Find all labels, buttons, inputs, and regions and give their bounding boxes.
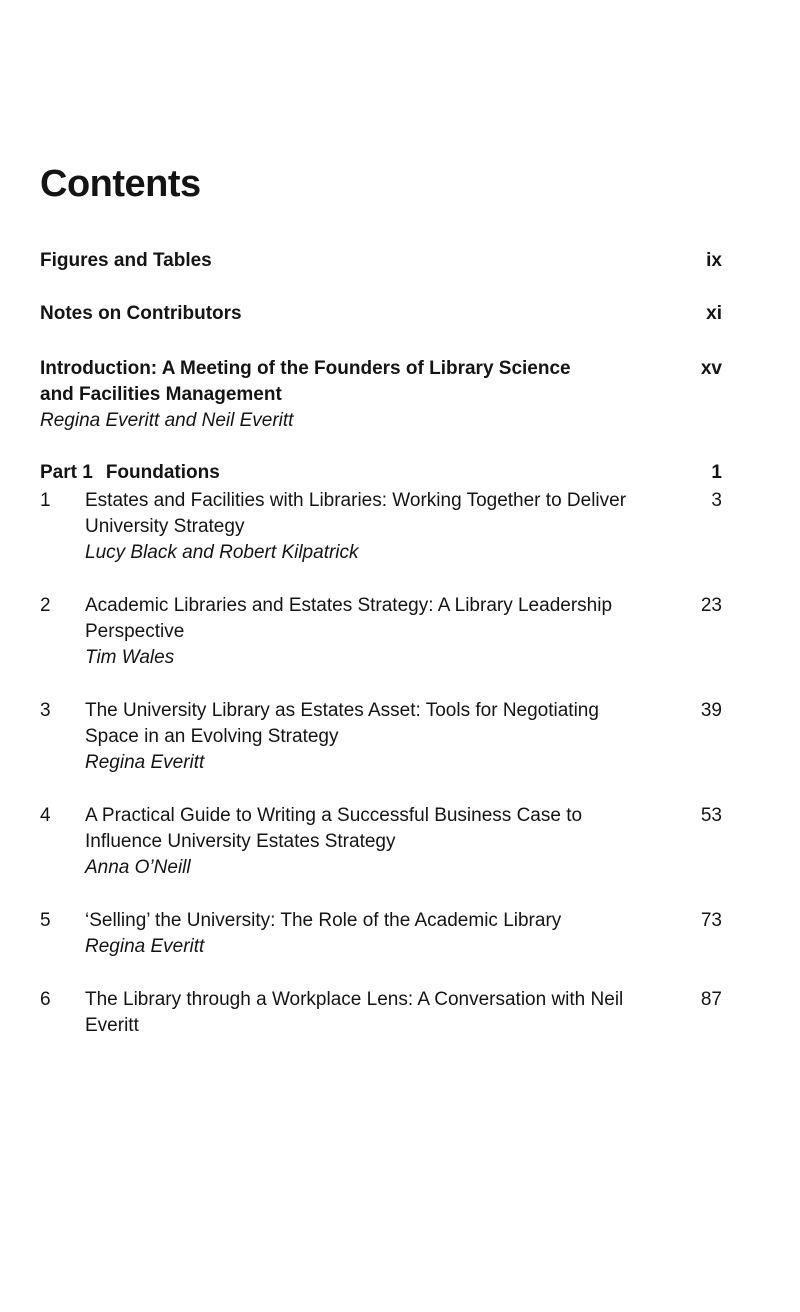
- toc-entry-chapter-5: [40, 908, 722, 960]
- entry-title: Notes on Contributors: [40, 303, 242, 324]
- entry-authors: Anna O’Neill: [85, 857, 191, 878]
- entry-title: The Library through a Workplace Lens: A Conversation with Neil Everitt: [85, 989, 624, 1036]
- entry-title: ‘Selling’ the University: The Role of the Academic Library: [85, 910, 562, 931]
- toc-entry-chapter-2: [40, 593, 722, 671]
- chapter-number: 6: [40, 989, 51, 1010]
- toc-entry-notes-on-contributors: [40, 303, 722, 325]
- page-number: 39: [700, 700, 722, 721]
- page-number: ix: [706, 250, 722, 271]
- entry-text-block: [40, 356, 600, 434]
- entry-authors: Regina Everitt and Neil Everitt: [40, 410, 294, 431]
- entry-authors: Regina Everitt: [85, 936, 205, 957]
- entry-title: Introduction: A Meeting of the Founders of Library Science and Facilities Management: [40, 358, 571, 405]
- page-number: 23: [700, 595, 722, 616]
- entry-authors: Tim Wales: [85, 647, 175, 668]
- part-title: Foundations: [105, 462, 220, 483]
- chapter-number: 4: [40, 805, 51, 826]
- toc-entry-chapter-1: [40, 488, 722, 566]
- entry-title: Academic Libraries and Estates Strategy: A Library Leadership Perspective: [85, 595, 613, 642]
- entry-authors: Lucy Black and Robert Kilpatrick: [85, 542, 359, 563]
- entry-text-block: [85, 698, 635, 776]
- entry-title: The University Library as Estates Asset: Tools for Negotiating Space in an Evolving Strategy: [85, 700, 599, 747]
- toc-entry-part-1: [40, 460, 722, 486]
- page-number: 87: [700, 989, 722, 1010]
- entry-title: Figures and Tables: [40, 250, 212, 271]
- entry-text-block: [85, 593, 635, 671]
- page-number: 73: [700, 910, 722, 931]
- page-number: 1: [711, 462, 722, 483]
- entry-text-block: [85, 803, 635, 881]
- entry-text-block: [85, 488, 635, 566]
- chapter-number: 3: [40, 700, 51, 721]
- toc-entry-figures-and-tables: [40, 250, 722, 272]
- chapter-number: 1: [40, 490, 51, 511]
- toc-entry-chapter-3: [40, 698, 722, 776]
- entry-title: Estates and Facilities with Libraries: Working Together to Deliver University Strategy: [85, 490, 627, 537]
- toc-entry-chapter-4: [40, 803, 722, 881]
- toc-entry-introduction: [40, 356, 722, 434]
- entry-text-block: [85, 987, 635, 1039]
- page-title: Contents: [40, 163, 201, 205]
- chapter-number: 2: [40, 595, 51, 616]
- page-number: xv: [700, 358, 722, 379]
- page-number: xi: [706, 303, 722, 324]
- toc-entry-chapter-6: [40, 987, 722, 1039]
- part-label: Part 1: [40, 462, 93, 483]
- entry-title: A Practical Guide to Writing a Successful Business Case to Influence University Estates Strategy: [85, 805, 583, 852]
- entry-authors: Regina Everitt: [85, 752, 205, 773]
- page-number: 53: [700, 805, 722, 826]
- entry-text-block: [85, 908, 635, 960]
- page-number: 3: [711, 490, 722, 511]
- chapter-number: 5: [40, 910, 51, 931]
